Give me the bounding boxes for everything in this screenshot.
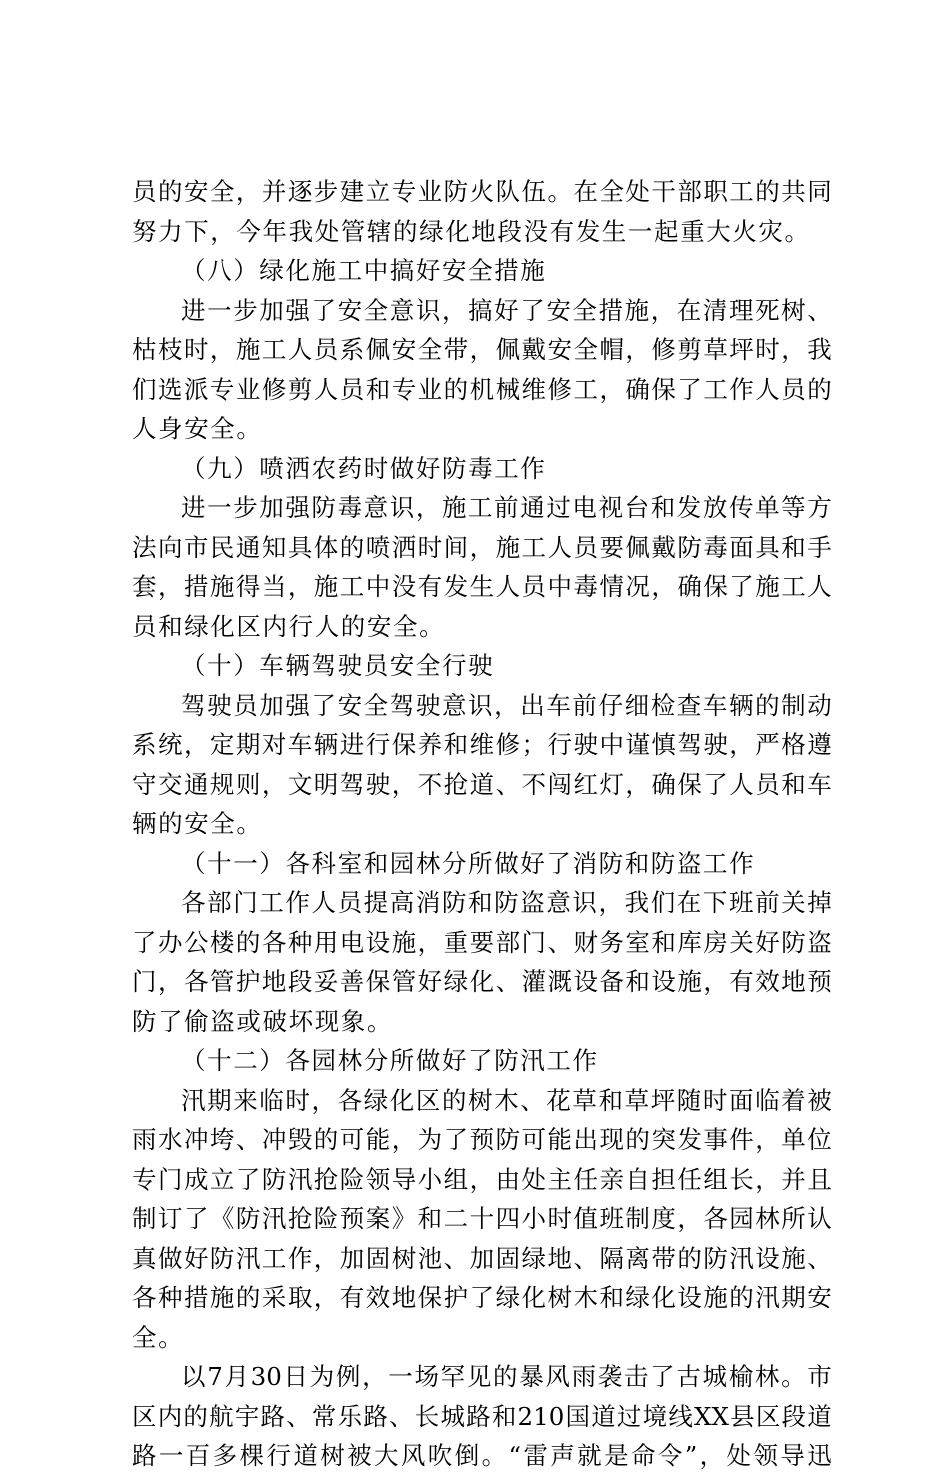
document-body	[132, 172, 832, 1476]
section-heading: （九）喷洒农药时做好防毒工作	[181, 453, 547, 483]
paragraph-line: 了 办 公 楼 的 各 种 用 电 设 施 ， 重 要 部 门 、 财 务 室 和 库 房 关 好 防 盗	[132, 927, 832, 957]
paragraph-line: 各 部 门 工 作 人 员 提 高 消 防 和 防 盗 意 识 ， 我 们 在 下 班 前 关 掉	[181, 888, 832, 917]
paragraph-line: 法 向 市 民 通 知 具 体 的 喷 洒 时 间 ， 施 工 人 员 要 佩 戴 防 毒 面 具 和 手	[132, 532, 832, 562]
paragraph-line: 全。	[132, 1322, 185, 1352]
section-heading: （十）车辆驾驶员安全行驶	[181, 651, 495, 680]
paragraph-line: 系 统 ， 定 期 对 车 辆 进 行 保 养 和 维 修 ； 行 驶 中 谨 慎 驾 驶 ， 严 格 遵	[132, 730, 832, 759]
paragraph-line: 制 订 了 《 防 汛 抢 险 预 案 》 和 二 十 四 小 时 值 班 制 度 ， 各 园 林 所 认	[132, 1204, 832, 1233]
paragraph-line: 各 种 措 施 的 采 取 ， 有 效 地 保 护 了 绿 化 树 木 和 绿 化 设 施 的 汛 期 安	[132, 1283, 832, 1312]
section-heading: （十二）各园林分所做好了防汛工作	[181, 1046, 599, 1075]
paragraph-line: 套 ， 措 施 得 当 ， 施 工 中 没 有 发 生 人 员 中 毒 情 况 ， 确 保 了 施 工 人	[132, 572, 832, 601]
paragraph-line: 人身安全。	[132, 414, 263, 443]
paragraph-line: 员和绿化区内行人的安全。	[132, 611, 446, 641]
paragraph-line: 枯 枝 时 ， 施 工 人 员 系 佩 安 全 带 ， 佩 戴 安 全 帽 ， 修 剪 草 坪 时 ， 我	[132, 335, 832, 364]
paragraph-line: 门 ， 各 管 护 地 段 妥 善 保 管 好 绿 化 、 灌 溉 设 备 和 设 施 ， 有 效 地 预	[132, 967, 832, 996]
paragraph-line: 辆的安全。	[132, 809, 263, 838]
paragraph-line: 雨 水 冲 垮 、 冲 毁 的 可 能 ， 为 了 预 防 可 能 出 现 的 突 发 事 件 ， 单 位	[132, 1125, 832, 1154]
paragraph-line: 真 做 好 防 汛 工 作 ， 加 固 树 池 、 加 固 绿 地 、 隔 离 带 的 防 汛 设 施 、	[132, 1243, 832, 1273]
section-heading: （十一）各科室和园林分所做好了消防和防盗工作	[181, 848, 756, 878]
paragraph-line: 路 一 百 多 棵 行 道 树 被 大 风 吹 倒 。 “ 雷 声 就 是 命 令 ” ， 处 领 导 迅	[132, 1441, 832, 1470]
paragraph-line: 驾 驶 员 加 强 了 安 全 驾 驶 意 识 ， 出 车 前 仔 细 检 查 车 辆 的 制 动	[181, 690, 832, 720]
paragraph-line: 专 门 成 立 了 防 汛 抢 险 领 导 小 组 ， 由 处 主 任 亲 自 担 任 组 长 ， 并 且	[132, 1164, 832, 1194]
paragraph-line: 守 交 通 规 则 ， 文 明 驾 驶 ， 不 抢 道 、 不 闯 红 灯 ， 确 保 了 人 员 和 车	[132, 769, 832, 799]
paragraph-line: 防了偷盗或破坏现象。	[132, 1006, 393, 1036]
paragraph-line: 汛 期 来 临 时 ， 各 绿 化 区 的 树 木 、 花 草 和 草 坪 随 时 面 临 着 被	[181, 1085, 832, 1115]
paragraph-line: 努力下，今年我处管辖的绿化地段没有发生一起重大火灾。	[132, 216, 811, 246]
paragraph-line: 进 一 步 加 强 了 安 全 意 识 ， 搞 好 了 安 全 措 施 ， 在 清 理 死 树 、	[181, 295, 832, 325]
paragraph-line: 区 内 的 航 宇 路 、 常 乐 路 、 长 城 路 和 210 国 道 过 境 线 XX 县 区 段 道	[132, 1401, 832, 1431]
paragraph-line: 以 7 月 30 日 为 例 ， 一 场 罕 见 的 暴 风 雨 袭 击 了 古 城 榆 林 。 市	[181, 1362, 832, 1391]
section-heading: （八）绿化施工中搞好安全措施	[181, 256, 547, 285]
paragraph-line: 员 的 安 全 ， 并 逐 步 建 立 专 业 防 火 队 伍 。 在 全 处 干 部 职 工 的 共 同	[132, 177, 832, 206]
paragraph-line: 进 一 步 加 强 防 毒 意 识 ， 施 工 前 通 过 电 视 台 和 发 放 传 单 等 方	[181, 493, 832, 522]
paragraph-line: 们 选 派 专 业 修 剪 人 员 和 专 业 的 机 械 维 修 工 ， 确 保 了 工 作 人 员 的	[132, 374, 832, 404]
